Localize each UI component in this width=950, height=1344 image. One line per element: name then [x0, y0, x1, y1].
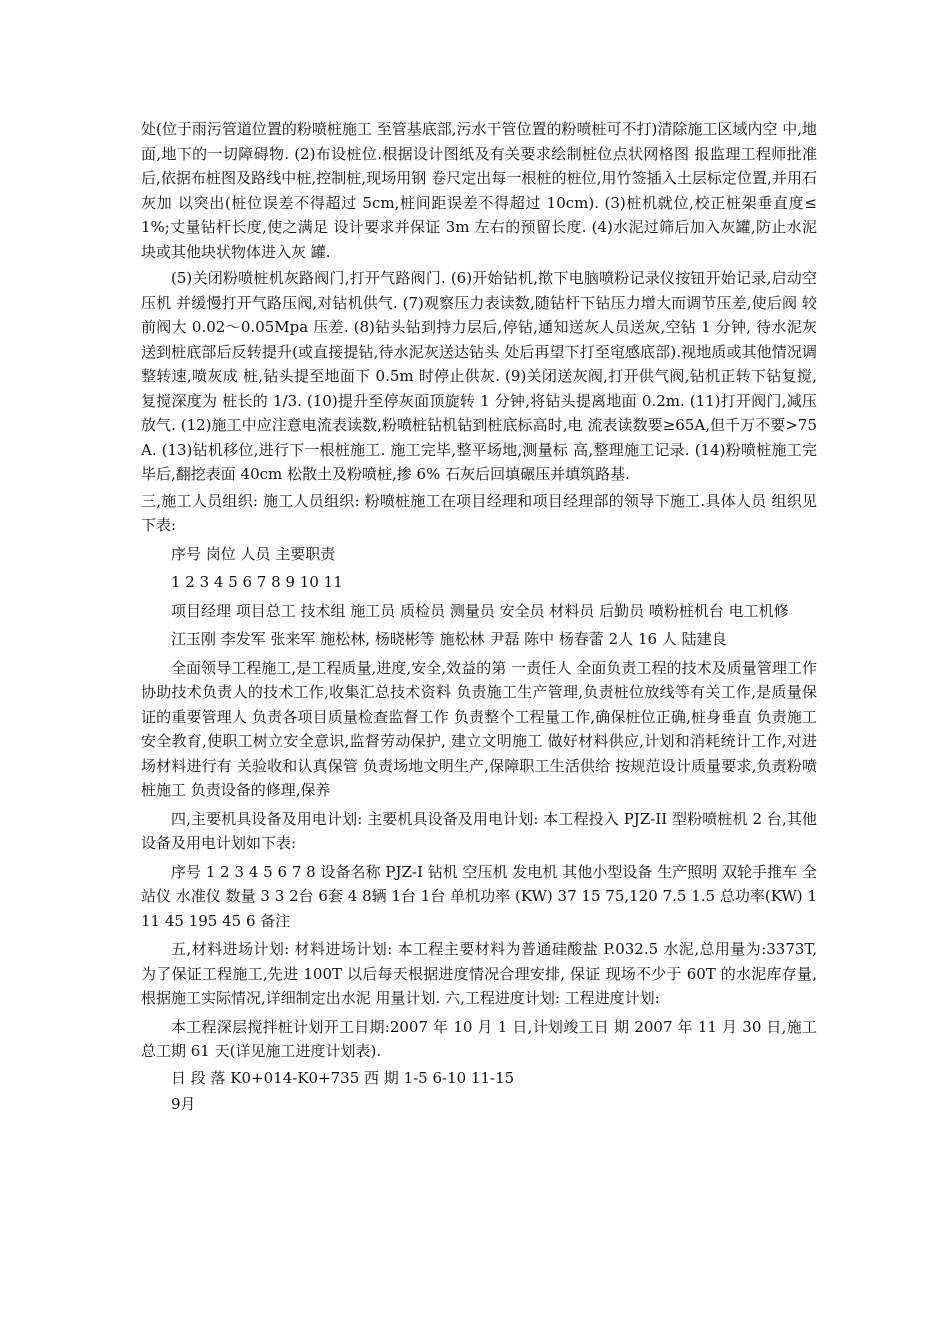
schedule-table-month: 9月: [171, 1095, 196, 1113]
staff-table-numbers: 1 2 3 4 5 6 7 8 9 10 11: [171, 573, 343, 591]
staff-table-duties: 全面领导工程施工,是工程质量,进度,安全,效益的第 一责任人 全面负责工程的技术及质量管理工作 协助技术负责人的技术工作,收集汇总技术资料 负责施工生产管理,负责桩位放线等有关工作,是质量保 证的重要管理人 负责各项目质量检查监督工作 负责整个工程量工作,确保桩位正确,桩身垂直 负责施工安全教育,使职工树立安全意识,监督劳动保护, 建立文明施工 做好材料供应,计划和消耗统计工作,对进场材料进行有 关验收和认真保管 负责场地文明生产,保障职工生活供给 按规范设计质量要求,负责粉喷桩施工 负责设备的修理,保养: [141, 658, 817, 799]
staff-table-positions: 项目经理 项目总工 技术组 施工员 质检员 测量员 安全员 材料员 后勤员 喷粉桩机台 电工机修: [171, 601, 789, 620]
paragraph-staff-organization: 三,施工人员组织: 施工人员组织: 粉喷桩施工在项目经理和项目经理部的领导下施工.具体人员 组织见下表:: [141, 491, 817, 534]
staff-table-header: 序号 岗位 人员 主要职责: [171, 544, 336, 563]
staff-table-names: 江玉刚 李发军 张来军 施松林, 杨晓彬等 施松林 尹磊 陈中 杨春蕾 2人 16 人 陆建良: [171, 630, 727, 648]
paragraph-schedule: 本工程深层搅拌桩计划开工日期:2007 年 10 月 1 日,计划竣工日 期 2007 年 11 月 30 日,施工总工期 61 天(详见施工进度计划表).: [141, 1017, 817, 1060]
equipment-table: 序号 1 2 3 4 5 6 7 8 设备名称 PJZ-I 钻机 空压机 发电机 其他小型设备 生产照明 双轮手推车 全站仪 水准仪 数量 3 3 2台 6套 4 8辆 1台 1台 单机功率 (KW) 37 15 75,120 7.5 1.5 总功率(KW) 111 45 195 45 6 备注: [141, 862, 817, 930]
paragraph-construction-steps-1: 处(位于雨污管道位置的粉喷桩施工 至管基底部,污水干管位置的粉喷桩可不打)清除施工区域内空 中,地面,地下的一切障碍物. (2)布设桩位.根据设计图纸及有关要求绘制桩位点状网格图 报监理工程师批准后,依据布桩图及路线中桩,控制桩,现场用钢 卷尺定出每一根桩的桩位,用竹签插入土层标定位置,并用石灰加 以突出(桩位误差不得超过 5cm,桩间距误差不得超过 10cm). (3)桩机就位,校正桩架垂直度≤1%;丈量钻杆长度,使之满足 设计要求并保证 3m 左右的预留长度. (4)水泥过筛后加入灰罐,防止水泥块或其他块状物体进入灰 罐.: [141, 120, 817, 261]
paragraph-construction-steps-2: (5)关闭粉喷桩机灰路阀门,打开气路阀门. (6)开始钻机,揿下电脑喷粉记录仪按钮开始记录,启动空压机 并缓慢打开气路压阀,对钻机供气. (7)观察压力表读数,随钻杆下钻压力增大而调节压差,使后阀 较前阀大 0.02～0.05Mpa 压差. (8)钻头钻到持力层后,停钻,通知送灰人员送灰,空钻 1 分钟, 待水泥灰送到桩底部后反转提升(或直接提钻,待水泥灰送达钻头 处后再望下打至窀感底部).视地质或其他情况调整转速,喷灰成 桩,钻头提至地面下 0.5m 时停止供灰. (9)关闭送灰阀,打开供气阀,钻机正转下钻复搅, 复搅深度为 桩长的 1/3. (10)提升至停灰面顶旋转 1 分钟,将钻头提离地面 0.2m. (11)打开阀门,减压放气. (12)施工中应注意电流表读数,粉喷桩钻机钻到桩底标高时,电 流表读数要≥65A,但千万不要>75A. (13)钻机移位,进行下一根桩施工. 施工完毕,整平场地,测量标 高,整理施工记录. (14)粉喷桩施工完毕后,翻挖表面 40cm 松散土及粉喷桩,掺 6% 石灰后回填碾压并填筑路基.: [141, 269, 817, 483]
paragraph-material-plan: 五,材料进场计划: 材料进场计划: 本工程主要材料为普通硅酸盐 P.032.5 水泥,总用量为:3373T, 为了保证工程施工,先进 100T 以后每天根据进度情况合理安排, 保证 现场不少于 60T 的水泥库存量,根据施工实际情况,详细制定出水泥 用量计划. 六,工程进度计划: 工程进度计划:: [141, 940, 817, 1007]
document-page: [141, 117, 817, 1119]
schedule-table-header: 日 段 落 K0+014-K0+735 西 期 1-5 6-10 11-15: [171, 1068, 515, 1087]
paragraph-equipment-plan: 四,主要机具设备及用电计划: 主要机具设备及用电计划: 本工程投入 PJZ-II 型粉喷桩机 2 台,其他设备及用电计划如下表:: [141, 809, 817, 852]
